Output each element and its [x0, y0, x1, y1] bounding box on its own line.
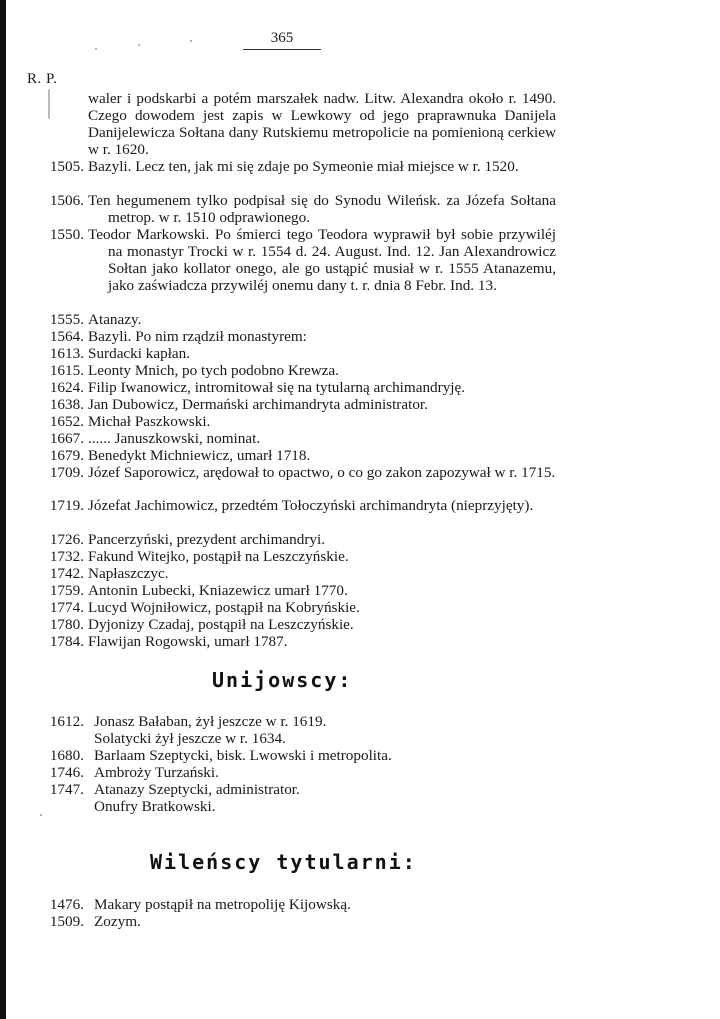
entry-year: 1555.: [49, 311, 84, 328]
entry-year: 1667.: [49, 430, 84, 447]
entry-text: Teodor Markowski. Po śmierci tego Teodora wyprawił był sobie przywiléj na monastyr Trocki w r. 1554 d. 24. August. Ind. 12. Jan Alexandrowicz Sołtan jako kollator onego, ale go ustąpić musiał w r. 1555 Atanazemu, jako zaświadcza przywiléj onemu dany t. r. dnia 8 Febr. Ind. 13.: [88, 226, 556, 294]
marginal-label: R. P.: [27, 71, 58, 87]
entry-year: 1509.: [49, 913, 84, 930]
entry-text: Solatycki żył jeszcze w r. 1634.: [94, 730, 286, 747]
entry-text: Jonasz Bałaban, żył jeszcze w r. 1619.: [94, 713, 327, 730]
section-heading-wilenscy: Wileńscy tytularni:: [150, 850, 417, 874]
entry-text: Ambroży Turzański.: [94, 764, 219, 781]
intro-text: waler i podskarbi a potém marszałek nadw. Litw. Alexandra około r. 1490. Czego dowodem jest zapis w Lewkowy od jego praprawnuka Danijela Danijelewicza Sołtana dany Rutskiemu metropolicie na pomienioną cerkiew w r. 1620.: [88, 90, 556, 158]
scan-speck: [48, 89, 50, 119]
entry-year: 1612.: [49, 713, 84, 730]
entry-text: Barlaam Szeptycki, bisk. Lwowski i metropolita.: [94, 747, 392, 764]
entry-text: Dyjonizy Czadaj, postąpił na Leszczyńskie.: [88, 616, 354, 633]
entry-text: Surdacki kapłan.: [88, 345, 191, 362]
entry-year: 1759.: [49, 582, 84, 599]
entry-year: 1638.: [49, 396, 84, 413]
entry-year: 1780.: [49, 616, 84, 633]
entry-text: Fakund Witejko, postąpił na Leszczyńskie.: [88, 548, 349, 565]
entry-year: 1742.: [49, 565, 84, 582]
entry-text: Józefat Jachimowicz, przedtém Tołoczyński archimandryta (nieprzyjęty).: [88, 497, 534, 514]
entry-text: Bazyli. Po nim rządził monastyrem:: [88, 328, 307, 345]
scan-speck: [95, 48, 97, 50]
scan-speck: [138, 44, 140, 46]
entry-year: 1679.: [49, 447, 84, 464]
entry-year: 1747.: [49, 781, 84, 798]
entry-year: 1506.: [49, 192, 84, 209]
entry-year: 1615.: [49, 362, 84, 379]
entry-year: 1746.: [49, 764, 84, 781]
entry-text: Antonin Lubecki, Kniazewicz umarł 1770.: [88, 582, 348, 599]
entry-text: Onufry Bratkowski.: [94, 798, 216, 815]
entry-year: 1613.: [49, 345, 84, 362]
entry-year: 1624.: [49, 379, 84, 396]
entry-year: 1505.: [49, 158, 84, 175]
entry-text: Leonty Mnich, po tych podobno Krewza.: [88, 362, 339, 379]
page-number: 365: [243, 30, 321, 50]
entry-year: 1719.: [49, 497, 84, 514]
entry-text: Makary postąpił na metropoliję Kijowską.: [94, 896, 351, 913]
entry-year: 1784.: [49, 633, 84, 650]
scan-speck: [190, 40, 192, 42]
entry-year: 1550.: [49, 226, 84, 243]
entry-text: Filip Iwanowicz, intromitował się na tytularną archimandryję.: [88, 379, 466, 396]
entry-text: Józef Saporowicz, arędował to opactwo, o co go zakon zapozywał w r. 1715.: [88, 464, 556, 481]
entry-text: Jan Dubowicz, Dermański archimandryta administrator.: [88, 396, 428, 413]
scan-edge-bar: [0, 0, 6, 1019]
entry-text: Bazyli. Lecz ten, jak mi się zdaje po Symeonie miał miejsce w r. 1520.: [88, 158, 519, 175]
entry-year: 1709.: [49, 464, 84, 481]
section-heading-unijowscy: Unijowscy:: [212, 668, 353, 692]
entry-year: 1564.: [49, 328, 84, 345]
entry-text: Ten hegumenem tylko podpisał się do Synodu Wileńsk. za Józefa Sołtana metrop. w r. 1510 odprawionego.: [88, 192, 556, 226]
entry-year: 1774.: [49, 599, 84, 616]
entry-year: 1726.: [49, 531, 84, 548]
entry-text: Benedykt Michniewicz, umarł 1718.: [88, 447, 311, 464]
entry-text: Pancerzyński, prezydent archimandryi.: [88, 531, 326, 548]
entry-text: Atanazy Szeptycki, administrator.: [94, 781, 300, 798]
entry-text: ...... Januszkowski, nominat.: [88, 430, 261, 447]
scan-speck: [40, 814, 42, 816]
entry-year: 1732.: [49, 548, 84, 565]
entry-text: Flawijan Rogowski, umarł 1787.: [88, 633, 288, 650]
entry-text: Napłaszczyc.: [88, 565, 169, 582]
entry-text: Zozym.: [94, 913, 141, 930]
entry-year: 1652.: [49, 413, 84, 430]
entry-text: Michał Paszkowski.: [88, 413, 211, 430]
entry-text: Atanazy.: [88, 311, 142, 328]
entry-year: 1476.: [49, 896, 84, 913]
entry-year: 1680.: [49, 747, 84, 764]
entry-text: Lucyd Wojniłowicz, postąpił na Kobryńskie.: [88, 599, 360, 616]
